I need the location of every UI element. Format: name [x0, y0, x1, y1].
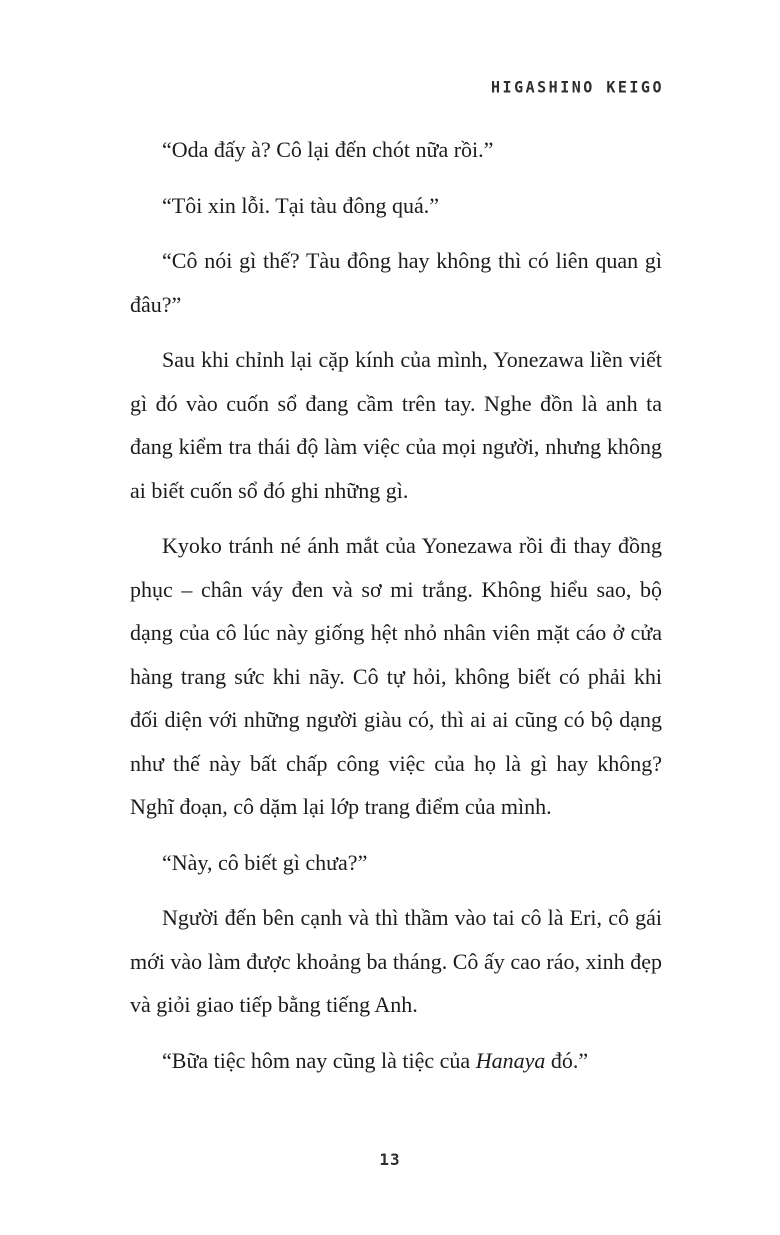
final-paragraph-text-after: đó.”: [545, 1047, 589, 1073]
text-block: [130, 128, 662, 1094]
paragraph-dialogue-2: “Tôi xin lỗi. Tại tàu đông quá.”: [162, 192, 439, 218]
paragraph-narration-3: Người đến bên cạnh và thì thầm vào tai cô là Eri, cô gái mới vào làm được khoảng ba tháng. Cô ấy cao ráo, xinh đẹp và giỏi giao tiếp bằng tiếng Anh.: [130, 905, 662, 1017]
paragraph-dialogue-1: “Oda đấy à? Cô lại đến chót nữa rồi.”: [162, 137, 494, 162]
paragraph-dialogue-4: “Này, cô biết gì chưa?”: [162, 849, 368, 875]
paragraph-dialogue-5: [130, 1039, 662, 1083]
final-paragraph-text-before: “Bữa tiệc hôm nay cũng là tiệc của: [162, 1047, 476, 1073]
paragraph-dialogue-3: “Cô nói gì thế? Tàu đông hay không thì có liên quan gì đâu?”: [130, 248, 662, 317]
paragraph-narration-2: Kyoko tránh né ánh mắt của Yonezawa rồi đi thay đồng phục – chân váy đen và sơ mi trắng. Không hiểu sao, bộ dạng của cô lúc này giống hệt nhỏ nhân viên mặt cáo ở cửa hàng trang sức khi nãy. Cô tự hỏi, không biết có phải khi đối diện với những người giàu có, thì ai ai cũng có bộ dạng như thế này bất chấp công việc của họ là gì hay không? Nghĩ đoạn, cô dặm lại lớp trang điểm của mình.: [130, 533, 662, 819]
paragraph-narration-1: Sau khi chỉnh lại cặp kính của mình, Yonezawa liền viết gì đó vào cuốn sổ đang cầm trên tay. Nghe đồn là anh ta đang kiểm tra thái độ làm việc của mọi người, nhưng không ai biết cuốn sổ đó ghi những gì.: [130, 347, 662, 503]
final-paragraph-italic-word: Hanaya: [475, 1047, 546, 1073]
running-header-author: HIGASHINO KEIGO: [491, 77, 664, 97]
page-number: 13: [379, 1150, 401, 1169]
